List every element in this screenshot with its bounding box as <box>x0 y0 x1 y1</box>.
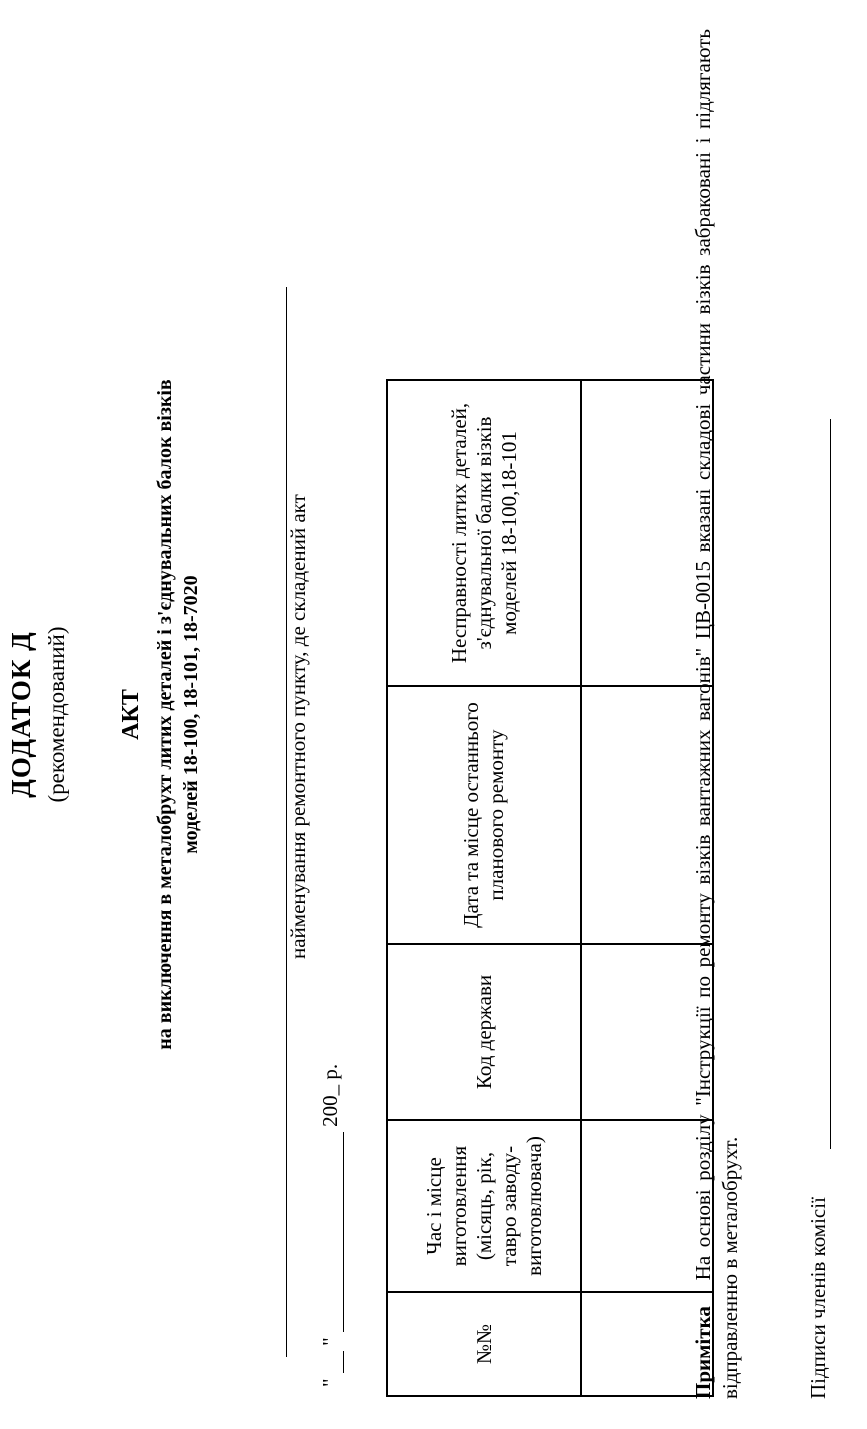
col-country-code-header: Код держави <box>387 944 581 1120</box>
act-description-line-1: на виключення в металобрухт литих деталей і з'єднувальних балок візків <box>154 379 176 1050</box>
act-table <box>386 379 714 1397</box>
note-label: Примітка <box>691 1306 715 1399</box>
appendix-heading: ДОДАТОК Д <box>6 631 36 798</box>
signatures-line <box>830 419 831 1149</box>
date-day-blank <box>318 1351 344 1373</box>
date-quote-open: " <box>318 1378 342 1387</box>
act-description <box>152 0 204 1429</box>
act-title: АКТ <box>118 689 144 740</box>
signatures-label: Підписи членів комісії <box>806 1197 830 1399</box>
appendix-subheading: (рекомендований) <box>44 626 69 803</box>
note-text: На основі розділу "Інструкції по ремонту візків вантажних вагонів" ЦВ-0015 вказані складові частини візків забраковані і підлягають відправленню в металобрухт. <box>691 28 742 1399</box>
date-field <box>318 1064 344 1387</box>
col-number-header: №№ <box>387 1292 581 1396</box>
col-last-repair-header: Дата та місце останнього планового ремонту <box>387 686 581 944</box>
table-header-row <box>387 380 581 1396</box>
note-paragraph <box>690 29 744 1399</box>
act-description-line-2: моделей 18-100, 18-101, 18-7020 <box>180 575 202 854</box>
repair-point-caption: найменування ремонтного пункту, де складений акт <box>286 494 310 959</box>
col-defects-header: Несправності литих деталей, з'єднувальної балки візків моделей 18-100,18-101 <box>387 380 581 686</box>
col-manufacture-header: Час і місце виготовлення (місяць, рік, тавро заводу-виготовлювача) <box>387 1120 581 1292</box>
date-quote-close: " <box>318 1337 342 1346</box>
date-year: 200_ р. <box>318 1063 342 1127</box>
date-month-blank <box>318 1132 344 1332</box>
